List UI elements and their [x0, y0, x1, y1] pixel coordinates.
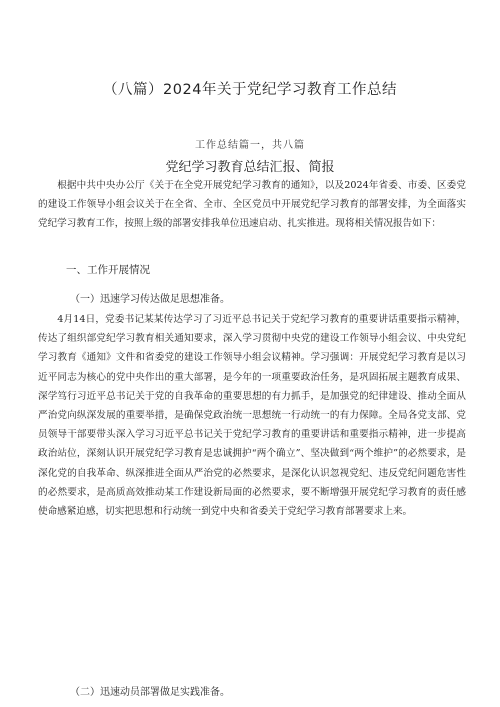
sub-heading: 工作总结篇一，共八篇 — [195, 140, 305, 151]
section-1-heading: 一、工作开展情况 — [66, 264, 150, 276]
subsection-2-heading: （二）迅速动员部署做足实践准备。 — [70, 687, 230, 698]
intro-paragraph: 根据中共中央办公厅《关于在全党开展党纪学习教育的通知》，以及2024年省委、市委、区委党的建设工作领导小组会议关于在全省、全市、全区党员中开展党纪学习教育的部署安排，为全面落实党纪学习教育工作，按照上级的部署安排我单位迅速启动、扎实推进。现将相关情况报告如下： — [38, 180, 466, 230]
main-heading: 党纪学习教育总结汇报、简报 — [165, 160, 335, 175]
subsection-1-heading: （一）迅速学习传达做足思想准备。 — [70, 294, 230, 305]
document-title: （八篇）2024年关于党纪学习教育工作总结 — [103, 82, 397, 98]
paragraph-2: 4月14日，党委书记某某传达学习了习近平总书记关于党纪学习教育的重要讲话重要指示精神，传达了组织部党纪学习教育相关通知要求，深入学习贯彻中央党的建设工作领导小组会议、中央党纪学习教育《通知》文件和省委党的建设工作领导小组会议精神。学习强调：开展党纪学习教育是以习近平同志为核心的党中央作出的重大部署，是今年的一项重要政治任务，是巩固拓展主题教育成果、深学笃行习近平总书记关于党的自我革命的重要思想的有力抓手，是加强党的纪律建设、推动全面从严治党向纵深发展的重要举措，是确保党政治统一思想统一行动统一的有力保障。全局各党支部、党员领导干部要带头深入学习习近平总书记关于党纪学习教育的重要讲话和重要指示精神，进一步提高政治站位，深刻认识开展党纪学习教育是忠诚拥护“两个确立”、坚决做到“两个维护”的必然要求，是深化党的自我革命、纵深推进全面从严治党的必然要求，是深化认识忽视党纪、违反党纪问题危害性的必然要求，是高质高效推动某工作建设新局面的必然要求，要不断增强开展党纪学习教育的责任感使命感紧迫感，切实把思想和行动统一到党中央和省委关于党纪学习教育部署要求上来。 — [38, 314, 466, 518]
